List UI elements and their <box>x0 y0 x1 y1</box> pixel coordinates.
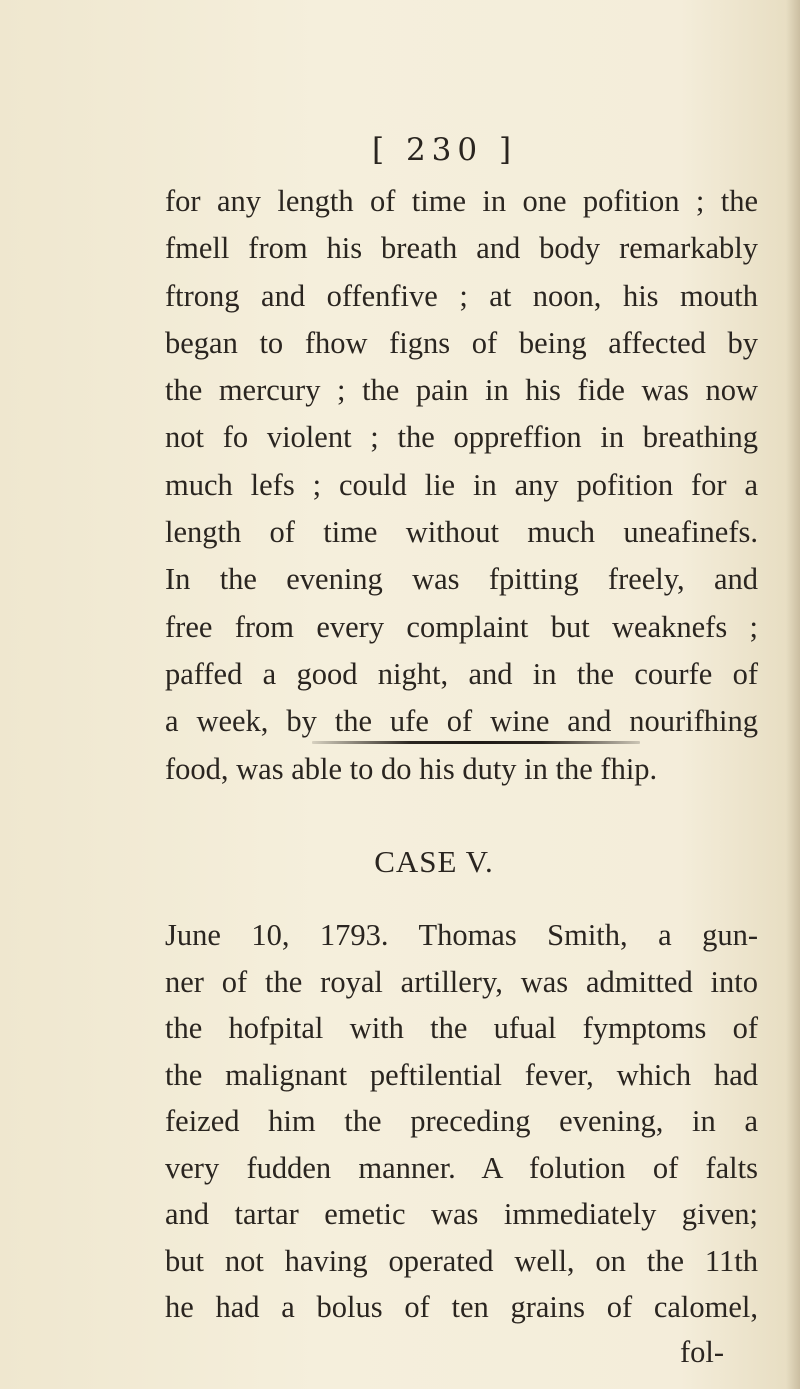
text-line: ner of the royal artillery, was admitted into <box>165 964 758 999</box>
text-line: he had a bolus of ten grains of calomel, <box>165 1290 758 1324</box>
text-line: ftrong and offenfive ; at noon, his mouth <box>165 278 758 313</box>
text-line: began to fhow figns of being affected by <box>165 325 758 360</box>
text-line: but not having operated well, on the 11th <box>165 1243 758 1278</box>
text-line: paffed a good night, and in the courfe of <box>165 656 758 691</box>
text-line: very fudden manner. A folution of falts <box>165 1150 758 1185</box>
page-number-header: [ 230 ] <box>372 132 518 168</box>
text-line: not fo violent ; the oppreffion in breathing <box>165 420 758 455</box>
catchword: fol- <box>680 1335 725 1369</box>
text-line: In the evening was fpitting freely, and <box>165 562 758 597</box>
text-line: food, was able to do his duty in the fhip. <box>165 751 658 786</box>
text-line: the malignant peftilential fever, which had <box>165 1057 758 1092</box>
text-line: fmell from his breath and body remarkably <box>165 231 758 266</box>
section-divider-rule <box>312 741 640 744</box>
text-line: free from every complaint but weaknefs ; <box>165 609 758 644</box>
case-paragraph <box>165 912 758 1331</box>
text-line: a week, by the ufe of wine and nourifhing <box>165 704 758 739</box>
text-line: feized him the preceding evening, in a <box>165 1104 758 1138</box>
page-edge-shadow <box>786 0 800 1389</box>
text-line: the hofpital with the ufual fymptoms of <box>165 1011 758 1045</box>
paragraph-continued <box>165 178 758 793</box>
text-line: June 10, 1793. Thomas Smith, a gun- <box>165 918 758 952</box>
case-heading: CASE V. <box>374 844 494 879</box>
text-line: for any length of time in one pofition ; the <box>165 184 758 218</box>
text-line: much lefs ; could lie in any pofition for a <box>165 467 758 502</box>
text-line: length of time without much uneafinefs. <box>165 515 758 550</box>
text-line: and tartar emetic was immediately given; <box>165 1197 758 1231</box>
text-line: the mercury ; the pain in his fide was now <box>165 373 758 408</box>
